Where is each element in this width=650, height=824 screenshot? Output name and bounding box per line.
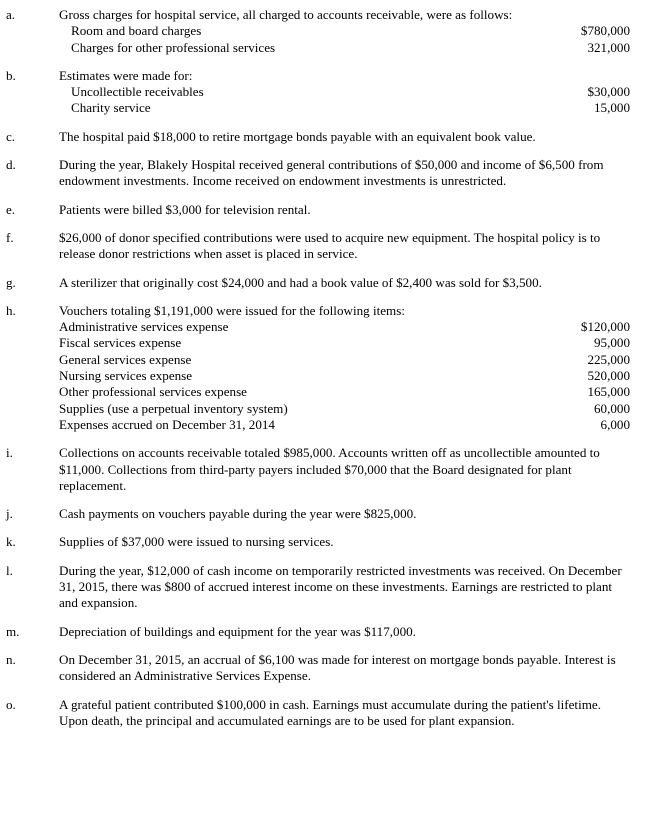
amount-row [59, 40, 630, 56]
item-letter: j. [6, 506, 13, 522]
amount-row [59, 368, 630, 384]
transaction-item [0, 624, 650, 640]
item-text: Estimates were made for: [59, 67, 193, 83]
item-letter: k. [6, 534, 16, 550]
item-body [59, 624, 630, 640]
item-letter: n. [6, 651, 16, 667]
amount-row-group [59, 84, 630, 117]
item-letter: o. [6, 696, 16, 712]
amount-row [59, 100, 630, 116]
item-body [59, 506, 630, 522]
amount-row [59, 352, 630, 368]
amount-row-group [59, 319, 630, 433]
transaction-item [0, 506, 650, 522]
transaction-item [0, 303, 650, 433]
transaction-item [0, 157, 650, 190]
item-letter: h. [6, 302, 16, 318]
item-body [59, 157, 630, 190]
item-letter: b. [6, 67, 16, 83]
item-text: During the year, $12,000 of cash income on temporarily restricted investments was received. On December 31, 2015, there was $800 of accrued interest income on these investments. Earnings are restricted to plant and expansion. [59, 562, 622, 611]
amount-row-value: 520,000 [587, 368, 630, 384]
amount-row-label: Room and board charges [71, 23, 202, 39]
item-body [59, 445, 630, 494]
amount-row-value: 60,000 [593, 400, 630, 416]
item-text: The hospital paid $18,000 to retire mortgage bonds payable with an equivalent book value. [59, 128, 536, 144]
item-body [59, 202, 630, 218]
amount-row-label: Other professional services expense [59, 384, 247, 400]
item-body [59, 275, 630, 291]
transaction-item [0, 534, 650, 550]
item-body [59, 68, 630, 117]
amount-row-label: General services expense [59, 351, 192, 367]
item-body [59, 563, 630, 612]
amount-row-value: 225,000 [587, 351, 630, 367]
amount-row [59, 335, 630, 351]
item-letter: f. [6, 229, 14, 245]
amount-row-label: Uncollectible receivables [71, 84, 204, 100]
amount-row-value: 95,000 [593, 335, 630, 351]
item-text: Depreciation of buildings and equipment for the year was $117,000. [59, 623, 416, 639]
amount-row [59, 384, 630, 400]
item-letter: m. [6, 623, 20, 639]
item-text: Collections on accounts receivable totaled $985,000. Accounts written off as uncollectible amounted to $11,000. Collections from third-party payers included $70,000 that the Board designated for plant replacement. [59, 445, 600, 493]
transaction-item [0, 68, 650, 117]
amount-row [59, 417, 630, 433]
amount-row-value: $120,000 [580, 319, 630, 335]
transaction-item [0, 230, 650, 263]
transaction-item [0, 202, 650, 218]
transaction-item [0, 445, 650, 494]
item-letter: d. [6, 157, 16, 173]
item-letter: c. [6, 128, 16, 144]
amount-row-value: 321,000 [587, 39, 630, 55]
amount-row-value: $780,000 [580, 23, 630, 39]
item-text: Supplies of $37,000 were issued to nursing services. [59, 534, 334, 550]
item-text: A sterilizer that originally cost $24,000 and had a book value of $2,400 was sold for $3,500. [59, 274, 542, 290]
amount-row-label: Supplies (use a perpetual inventory system) [59, 400, 288, 416]
amount-row-label: Nursing services expense [59, 368, 193, 384]
amount-row-label: Charity service [71, 100, 151, 116]
amount-row [59, 84, 630, 100]
item-text: Patients were billed $3,000 for television rental. [59, 201, 311, 217]
amount-row [59, 319, 630, 335]
transaction-item [0, 275, 650, 291]
item-body [59, 129, 630, 145]
item-text: Gross charges for hospital service, all charged to accounts receivable, were as follows: [59, 7, 513, 22]
item-body [59, 697, 630, 730]
item-body [59, 534, 630, 550]
transaction-item-list [0, 7, 650, 729]
item-text: A grateful patient contributed $100,000 in cash. Earnings must accumulate during the patient's lifetime. Upon death, the principal and accumulated earnings are to be used for plant expansion. [59, 696, 601, 728]
amount-row [59, 23, 630, 39]
transaction-item [0, 652, 650, 685]
item-text: Cash payments on vouchers payable during the year were $825,000. [59, 506, 417, 522]
amount-row-label: Expenses accrued on December 31, 2014 [59, 416, 275, 432]
item-letter: e. [6, 201, 16, 217]
amount-row-value: $30,000 [587, 84, 630, 100]
transaction-item [0, 129, 650, 145]
amount-row-group [59, 23, 630, 56]
item-text: During the year, Blakely Hospital received general contributions of $50,000 and income of $6,500 from endowment investments. Income received on endowment investments is unrestricted. [59, 157, 604, 189]
transaction-item [0, 563, 650, 612]
item-letter: l. [6, 562, 13, 578]
item-body [59, 652, 630, 685]
transaction-item [0, 697, 650, 730]
item-letter: g. [6, 274, 16, 290]
amount-row-label: Charges for other professional services [71, 39, 276, 55]
transaction-item [0, 7, 650, 56]
amount-row [59, 401, 630, 417]
amount-row-value: 165,000 [587, 384, 630, 400]
item-letter: a. [6, 7, 16, 22]
amount-row-label: Administrative services expense [59, 319, 229, 335]
item-body [59, 303, 630, 433]
item-text: $26,000 of donor specified contributions were used to acquire new equipment. The hospital policy is to release donor restrictions when asset is placed in service. [59, 229, 601, 262]
amount-row-value: 15,000 [593, 100, 630, 116]
item-text: On December 31, 2015, an accrual of $6,100 was made for interest on mortgage bonds payable. Interest is considered an Administrative Services Expense. [59, 651, 616, 684]
item-body [59, 230, 630, 263]
item-letter: i. [6, 445, 13, 461]
amount-row-value: 6,000 [600, 416, 630, 432]
item-body [59, 7, 630, 56]
item-text: Vouchers totaling $1,191,000 were issued for the following items: [59, 302, 405, 318]
amount-row-label: Fiscal services expense [59, 335, 182, 351]
